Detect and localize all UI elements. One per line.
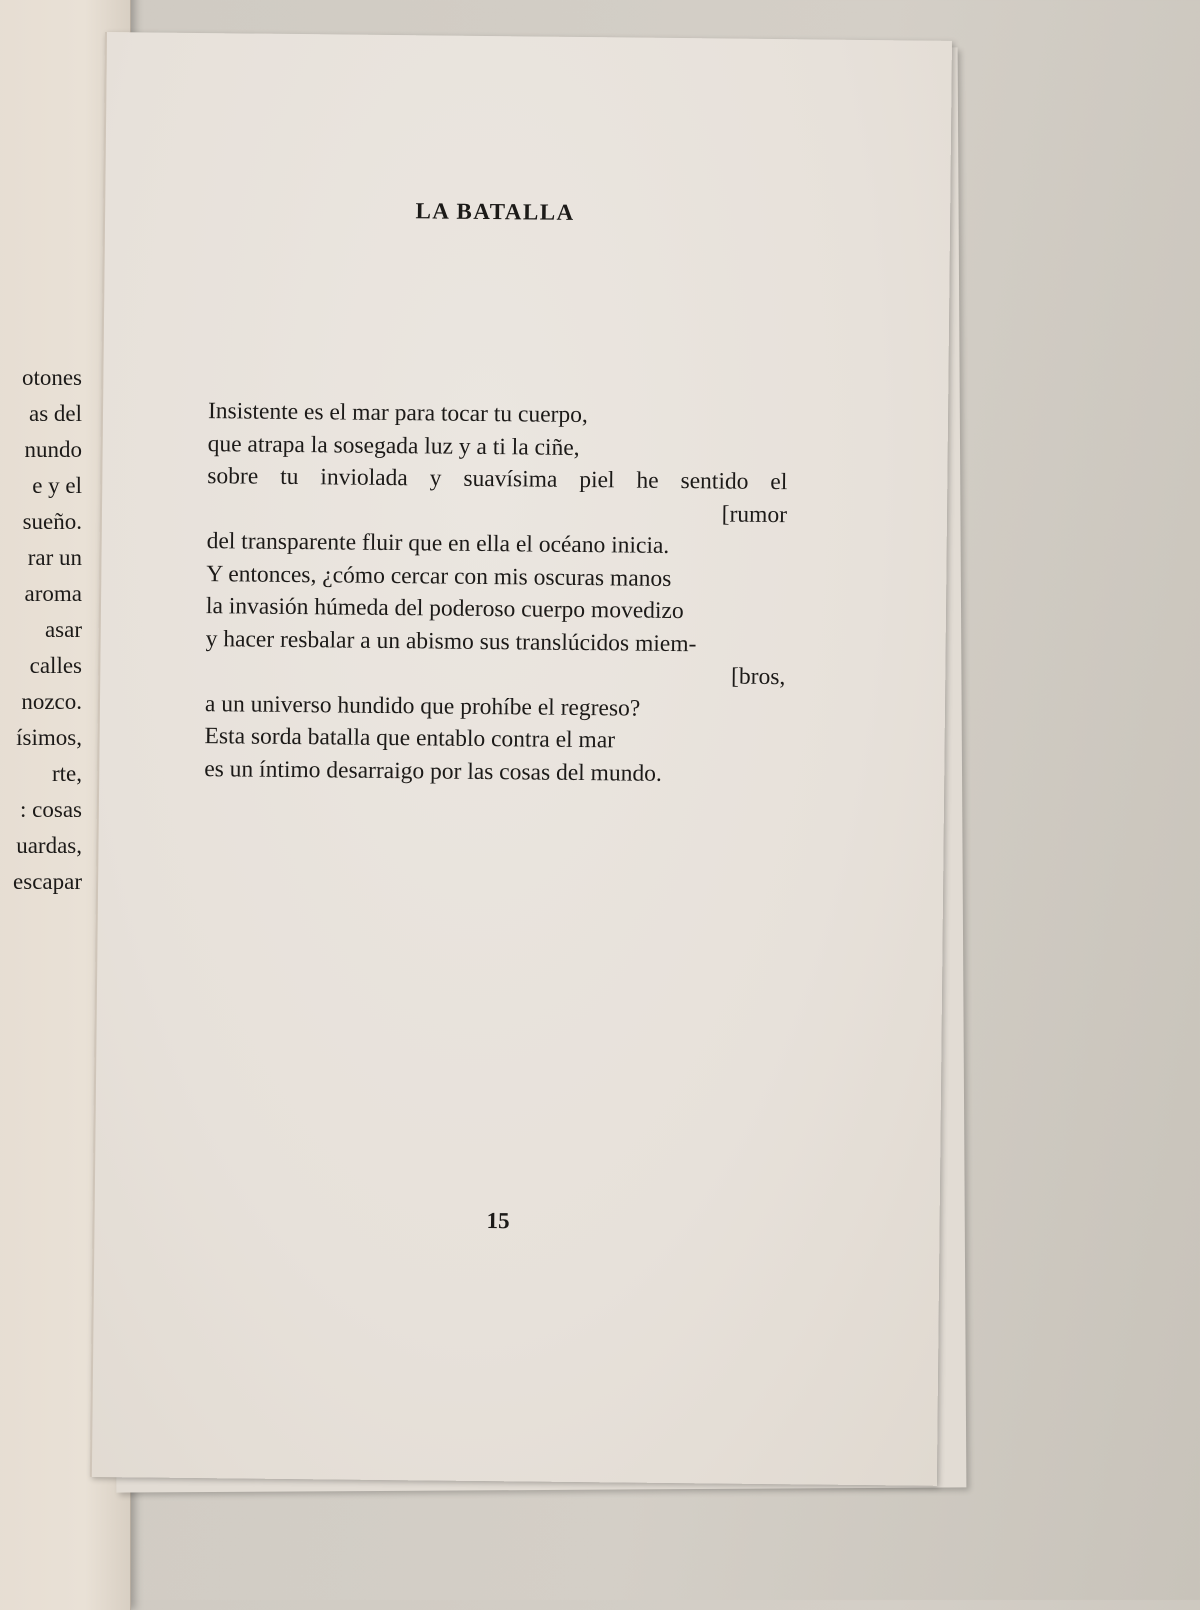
left-line: escapar <box>13 869 82 894</box>
left-line: ísimos, <box>16 725 82 750</box>
poem-line-continuation: [bros, <box>730 663 786 691</box>
left-line: nozco. <box>21 689 82 714</box>
poem-line: y hacer resbalar a un abismo sus translúcidos miem- <box>205 625 697 657</box>
left-line: uardas, <box>16 833 82 858</box>
left-line: sueño. <box>22 509 82 534</box>
left-line: aroma <box>24 581 82 606</box>
poem-line: es un íntimo desarraigo por las cosas del mundo. <box>204 755 662 787</box>
poem-line: Insistente es el mar para tocar tu cuerpo, <box>207 398 588 429</box>
left-line: : cosas <box>20 797 82 822</box>
poem-line: a un universo hundido que prohíbe el regreso? <box>204 690 641 722</box>
right-page <box>90 32 952 1486</box>
poem-line: Esta sorda batalla que entablo contra el mar <box>204 723 616 754</box>
left-line: asar <box>44 617 82 642</box>
left-line: e y el <box>32 473 82 498</box>
poem-title: LA BATALLA <box>415 198 575 225</box>
left-page-text <box>13 360 82 900</box>
poem-line-continuation: [rumor <box>721 500 788 528</box>
poem-body <box>204 395 788 791</box>
left-line: calles <box>29 653 82 678</box>
poem-line: Y entonces, ¿cómo cercar con mis oscuras manos <box>206 560 672 592</box>
left-line: rte, <box>51 761 82 786</box>
poem-line: sobre tu inviolada y suavísima piel he sentido el <box>207 463 788 496</box>
left-line: nundo <box>24 437 82 462</box>
left-line: rar un <box>27 545 82 570</box>
left-line: otones <box>21 365 82 390</box>
left-line: as del <box>28 401 82 426</box>
page-number: 15 <box>486 1208 510 1234</box>
poem-line: la invasión húmeda del poderoso cuerpo movedizo <box>205 593 684 625</box>
poem-line: que atrapa la sosegada luz y a ti la ciñe, <box>207 430 580 461</box>
poem-line: del transparente fluir que en ella el océano inicia. <box>206 528 670 559</box>
